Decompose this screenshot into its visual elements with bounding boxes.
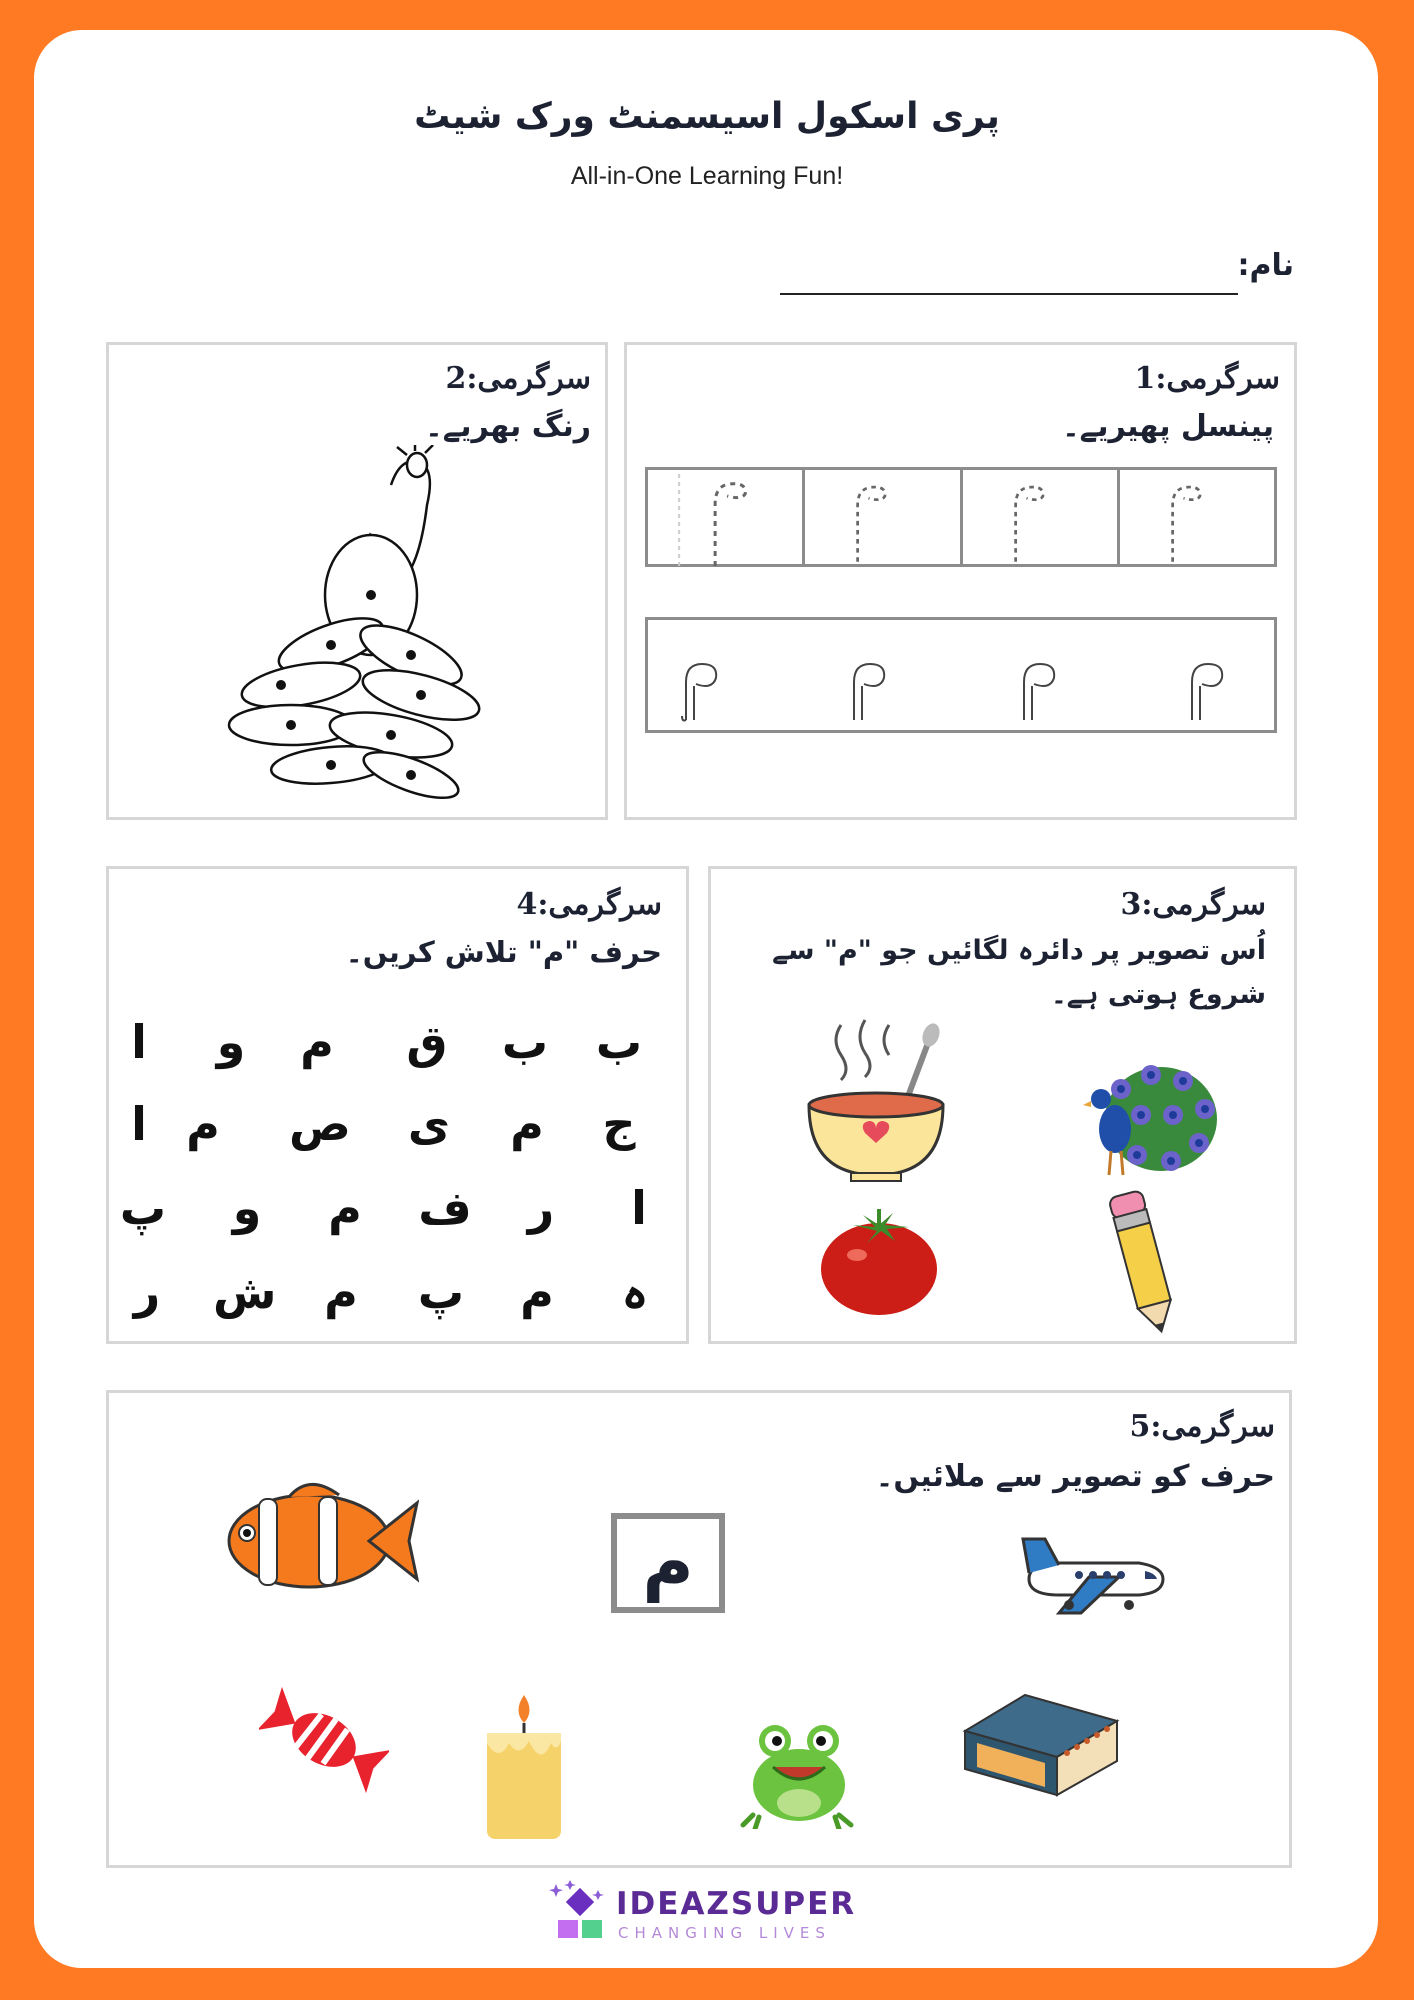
grid-letter[interactable]: م xyxy=(510,1097,544,1151)
activity-5-box xyxy=(106,1390,1292,1868)
grid-letter[interactable]: م xyxy=(520,1265,554,1319)
grid-letter[interactable]: م xyxy=(324,1265,358,1319)
grid-letter[interactable]: ر xyxy=(527,1181,555,1235)
outline-letters-icon xyxy=(648,620,1274,730)
airplane-icon[interactable] xyxy=(1019,1533,1169,1623)
brand-tagline: CHANGING LIVES xyxy=(618,1924,831,1942)
trace-cell[interactable] xyxy=(960,470,1117,564)
activity-1-label: سرگرمی:1 xyxy=(1134,361,1280,396)
activity-1-instruction: پینسل پھیریے۔ xyxy=(1062,409,1274,444)
trace-cell[interactable] xyxy=(648,470,802,564)
grid-letter[interactable]: و xyxy=(216,1015,246,1069)
page-title: پری اسکول اسیسمنٹ ورک شیٹ xyxy=(414,96,1000,137)
grid-letter[interactable]: م xyxy=(328,1181,362,1235)
grid-letter[interactable]: ی xyxy=(407,1097,451,1151)
activity-1-box xyxy=(624,342,1297,820)
peacock-icon[interactable] xyxy=(1081,1059,1221,1179)
grid-letter[interactable]: و xyxy=(232,1181,262,1235)
peacock-coloring-icon xyxy=(221,445,501,805)
name-field-line[interactable] xyxy=(780,293,1238,295)
trace-cell[interactable] xyxy=(1117,470,1274,564)
dotted-letter-icon xyxy=(805,470,959,570)
activity-2-instruction: رنگ بھریے۔ xyxy=(425,409,591,444)
page-subtitle: All-in-One Learning Fun! xyxy=(570,162,844,190)
grid-letter[interactable]: م xyxy=(300,1015,334,1069)
ideazsuper-logo-icon xyxy=(548,1880,612,1942)
activity-3-box xyxy=(708,866,1297,1344)
grid-letter[interactable]: ش xyxy=(213,1265,277,1319)
activity-2-box xyxy=(106,342,608,820)
grid-letter[interactable]: ب xyxy=(501,1015,549,1069)
candle-icon[interactable] xyxy=(479,1693,569,1843)
dotted-letter-icon xyxy=(963,470,1117,570)
activity-4-instruction: حرف "م" تلاش کریں۔ xyxy=(345,935,662,969)
grid-letter[interactable]: ا xyxy=(631,1181,647,1235)
grid-letter[interactable]: م xyxy=(186,1097,220,1151)
clownfish-icon[interactable] xyxy=(219,1475,419,1605)
activity-2-label: سرگرمی:2 xyxy=(445,361,591,396)
dotted-letter-icon xyxy=(1120,470,1274,570)
tomato-icon[interactable] xyxy=(817,1199,941,1319)
activity-3-instruction-line1: اُس تصویر پر دائرہ لگائیں جو "م" سے xyxy=(772,935,1266,966)
soup-bowl-icon[interactable] xyxy=(801,1015,951,1185)
activity-3-instruction-line2: شروع ہوتی ہے۔ xyxy=(1050,979,1266,1010)
grid-letter[interactable]: ا xyxy=(131,1097,147,1151)
candy-icon[interactable] xyxy=(259,1685,389,1795)
frog-icon[interactable] xyxy=(739,1719,859,1829)
trace-cell[interactable] xyxy=(802,470,959,564)
activity-4-box xyxy=(106,866,689,1344)
activity-4-label: سرگرمی:4 xyxy=(516,887,662,922)
grid-letter[interactable]: ا xyxy=(131,1015,147,1069)
grid-letter[interactable]: ج xyxy=(602,1097,636,1151)
grid-letter[interactable]: ہ xyxy=(621,1265,649,1319)
grid-letter[interactable]: ص xyxy=(289,1097,351,1151)
grid-letter[interactable]: ب xyxy=(595,1015,643,1069)
dotted-letter-icon xyxy=(648,470,802,570)
grid-letter[interactable]: پ xyxy=(119,1181,167,1235)
activity-5-instruction: حرف کو تصویر سے ملائیں۔ xyxy=(875,1459,1275,1494)
activity-5-label: سرگرمی:5 xyxy=(1129,1409,1275,1444)
target-letter-box: م xyxy=(611,1513,725,1613)
matchbox-icon[interactable] xyxy=(961,1691,1121,1801)
grid-letter[interactable]: ف xyxy=(418,1181,472,1235)
pencil-icon[interactable] xyxy=(1101,1187,1191,1337)
activity-3-label: سرگرمی:3 xyxy=(1120,887,1266,922)
grid-letter[interactable]: ق xyxy=(406,1015,448,1069)
brand-name: IDEAZSUPER xyxy=(616,1886,857,1922)
outline-letter-row xyxy=(645,617,1277,733)
tracing-row xyxy=(645,467,1277,567)
name-label: نام: xyxy=(1237,248,1294,283)
grid-letter[interactable]: پ xyxy=(417,1265,465,1319)
grid-letter[interactable]: ر xyxy=(133,1265,161,1319)
